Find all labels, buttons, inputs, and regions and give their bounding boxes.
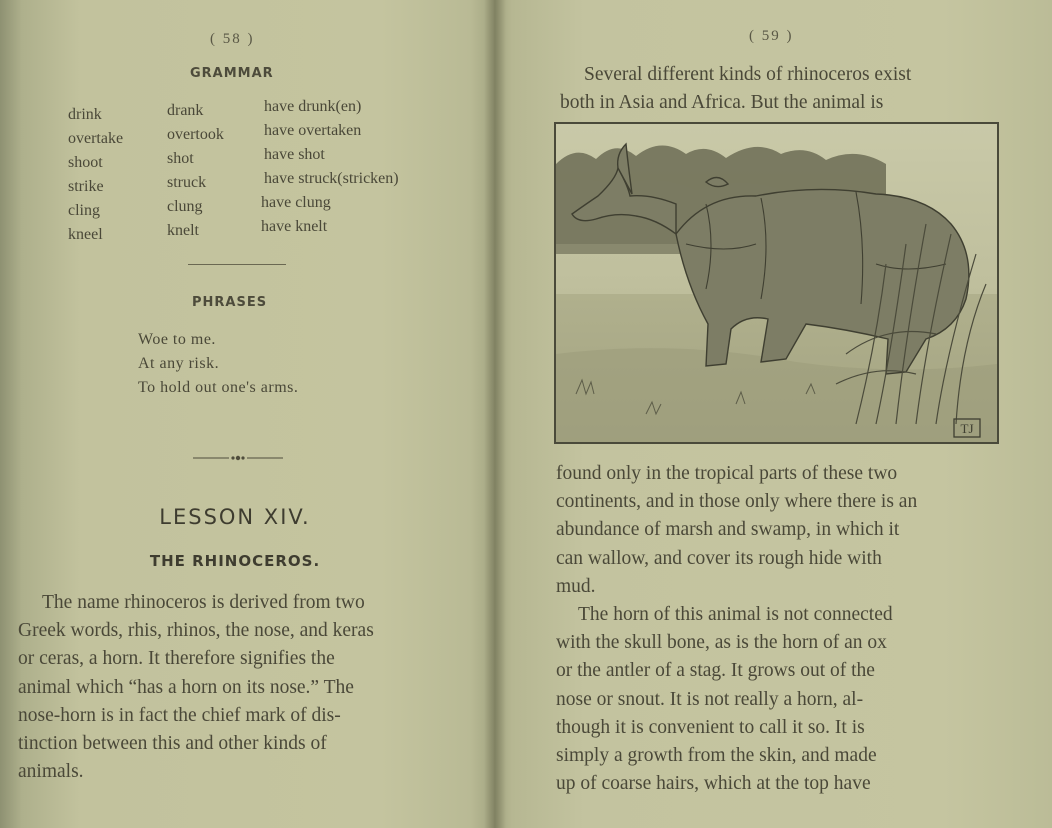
grammar-present: shoot (68, 154, 103, 171)
text-line: though it is convenient to call it so. It is (556, 716, 865, 738)
text-line: Several different kinds of rhinoceros exist (584, 64, 912, 85)
phrase-item: To hold out one's arms. (138, 379, 299, 396)
grammar-present: drink (68, 106, 102, 123)
phrases-heading: PHRASES (192, 295, 268, 310)
grammar-participle: have clung (261, 194, 331, 211)
grammar-participle: have shot (264, 146, 325, 163)
rhinoceros-illustration (554, 122, 999, 444)
left-body-text (18, 589, 458, 786)
rhinoceros-image (556, 124, 997, 442)
grammar-past: clung (167, 198, 203, 215)
illustration-monogram: TJ (960, 421, 974, 436)
grammar-present: strike (68, 178, 104, 195)
right-body-text (556, 460, 1008, 798)
text-line: The horn of this animal is not connected (578, 604, 893, 626)
phrase-item: At any risk. (138, 355, 220, 372)
page-number-left: ( 58 ) (210, 31, 255, 47)
grammar-past: overtook (167, 126, 224, 143)
text-line: abundance of marsh and swamp, in which it (556, 519, 900, 541)
text-line: or the antler of a stag. It grows out of the (556, 660, 875, 682)
text-line: both in Asia and Africa. But the animal is (560, 92, 884, 114)
section-divider (188, 264, 286, 265)
text-line: animals. (18, 761, 84, 783)
text-line: or ceras, a horn. It therefore signifies the (18, 648, 335, 670)
text-line: continents, and in those only where there is an (556, 491, 918, 513)
text-line: Greek words, rhis, rhinos, the nose, and keras (18, 620, 374, 642)
book-gutter (484, 0, 506, 828)
grammar-present: kneel (68, 226, 103, 243)
grammar-past: shot (167, 150, 194, 167)
grammar-past: knelt (167, 222, 199, 239)
text-line: The name rhinoceros is derived from two (42, 592, 365, 613)
grammar-past: struck (167, 174, 207, 191)
right-intro-text (560, 61, 1004, 117)
text-line: mud. (556, 575, 596, 597)
left-page (0, 0, 494, 828)
text-line: can wallow, and cover its rough hide with (556, 547, 882, 569)
grammar-present: overtake (68, 130, 124, 147)
grammar-participle: have overtaken (264, 122, 362, 139)
ornament-divider (193, 455, 283, 461)
grammar-participle: have knelt (261, 218, 328, 235)
phrase-item: Woe to me. (138, 331, 216, 348)
grammar-participle: have drunk(en) (264, 98, 362, 115)
text-line: simply a growth from the skin, and made (556, 745, 877, 767)
grammar-past: drank (167, 102, 204, 119)
grammar-present: cling (68, 202, 100, 219)
lesson-number: LESSON XIV. (159, 505, 311, 529)
lesson-title: THE RHINOCEROS. (149, 552, 321, 570)
phrases-list (138, 328, 298, 400)
text-line: with the skull bone, as is the horn of an ox (556, 632, 887, 654)
grammar-heading: GRAMMAR (190, 66, 274, 81)
grammar-participle: have struck(stricken) (264, 170, 399, 187)
text-line: found only in the tropical parts of these two (556, 463, 898, 484)
text-line: up of coarse hairs, which at the top have (556, 773, 871, 795)
text-line: tinction between this and other kinds of (18, 733, 327, 755)
text-line: nose-horn is in fact the chief mark of dis- (18, 704, 341, 726)
page-number-right: ( 59 ) (749, 28, 794, 44)
text-line: animal which “has a horn on its nose.” The (18, 676, 354, 698)
text-line: nose or snout. It is not really a horn, al- (556, 688, 864, 710)
